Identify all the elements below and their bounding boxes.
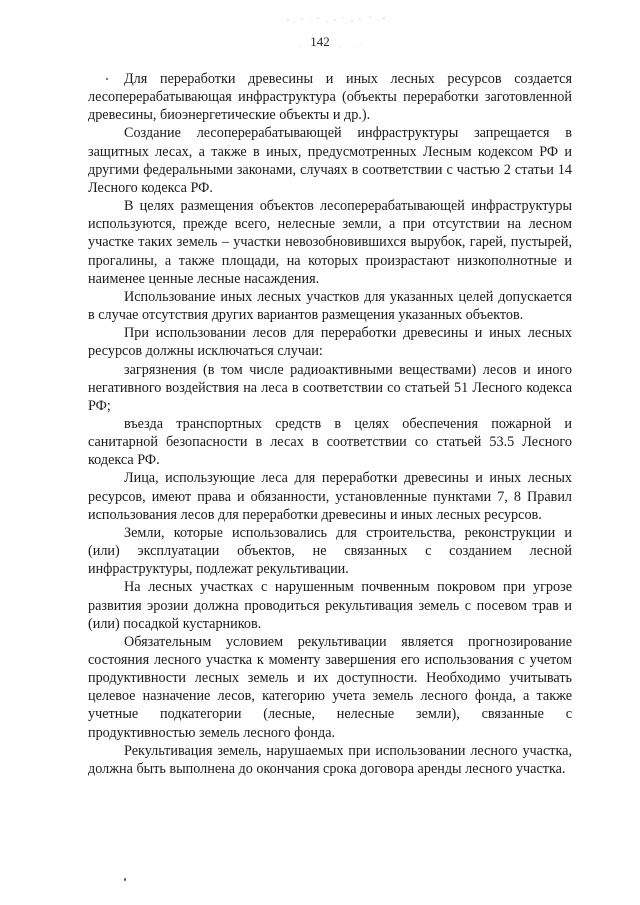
paragraph: Для переработки древесины и иных лесных ресурсов создается лесоперерабатывающая инфраструктура (объекты переработки заготовленной древесины, биоэнергетические объекты и др.). [88,71,572,124]
paragraph: Создание лесоперерабатывающей инфраструктуры запрещается в защитных лесах, а также в иных, предусмотренных Лесным кодексом РФ и другими федеральными законами, случаях в соответствии с частью 2 статьи 14 Лесного кодекса РФ. [88,125,572,196]
paragraph: въезда транспортных средств в целях обеспечения пожарной и санитарной безопасности в лесах в соответствии со статьей 53.5 Лесного кодекса РФ. [88,415,572,469]
paragraph: Использование иных лесных участков для указанных целей допускается в случае отсутствия других вариантов размещения указанных объектов. [88,288,572,324]
document-body [88,70,572,778]
paragraph: На лесных участках с нарушенным почвенным покровом при угрозе развития эрозии должна проводиться рекультивация земель с посевом трав и (или) посадкой кустарников. [88,579,572,632]
paragraph: Земли, которые использовались для строительства, реконструкции и (или) эксплуатации объектов, не связанных с созданием лесной инфраструктуры, подлежат рекультивации. [88,524,572,578]
paragraph: загрязнения (в том числе радиоактивными веществами) лесов и иного негативного воздействия на леса в соответствии со статьей 51 Лесного кодекса РФ; [88,361,572,414]
paragraph: Рекультивация земель, нарушаемых при использовании лесного участка, должна быть выполнена до окончания срока договора аренды лесного участка. [88,742,572,777]
paragraph: Лица, использующие леса для переработки древесины и иных лесных ресурсов, имеют права и обязанности, установленные пунктами 7, 8 Правил использования лесов для переработки древесины и иных лесных ресурсов. [88,470,572,523]
paragraph: Обязательным условием рекультивации является прогнозирование состояния лесного участка к моменту завершения его использования с учетом продуктивности лесных земель и их доступности. Необходимо учитывать целевое назначение лесов, категорию учета земель лесного фонда, а также учетные подкатегории (лесные, нелесные земли), связанные с продуктивностью земель лесного фонда. [88,633,572,741]
scan-speck [124,878,126,881]
paragraph: В целях размещения объектов лесоперерабатывающей инфраструктуры используются, прежде всего, нелесные земли, а при отсутствии на лесном участке таких земель – участки невозобновившихся вырубок, гарей, пустырей, прогалины, а также площади, на которых произрастают низкополнотные и наименее ценные лесные насаждения. [88,198,572,287]
page-number: 142 [310,34,330,49]
paragraph: При использовании лесов для переработки древесины и иных лесных ресурсов должны исключаться случаи: [88,325,572,360]
